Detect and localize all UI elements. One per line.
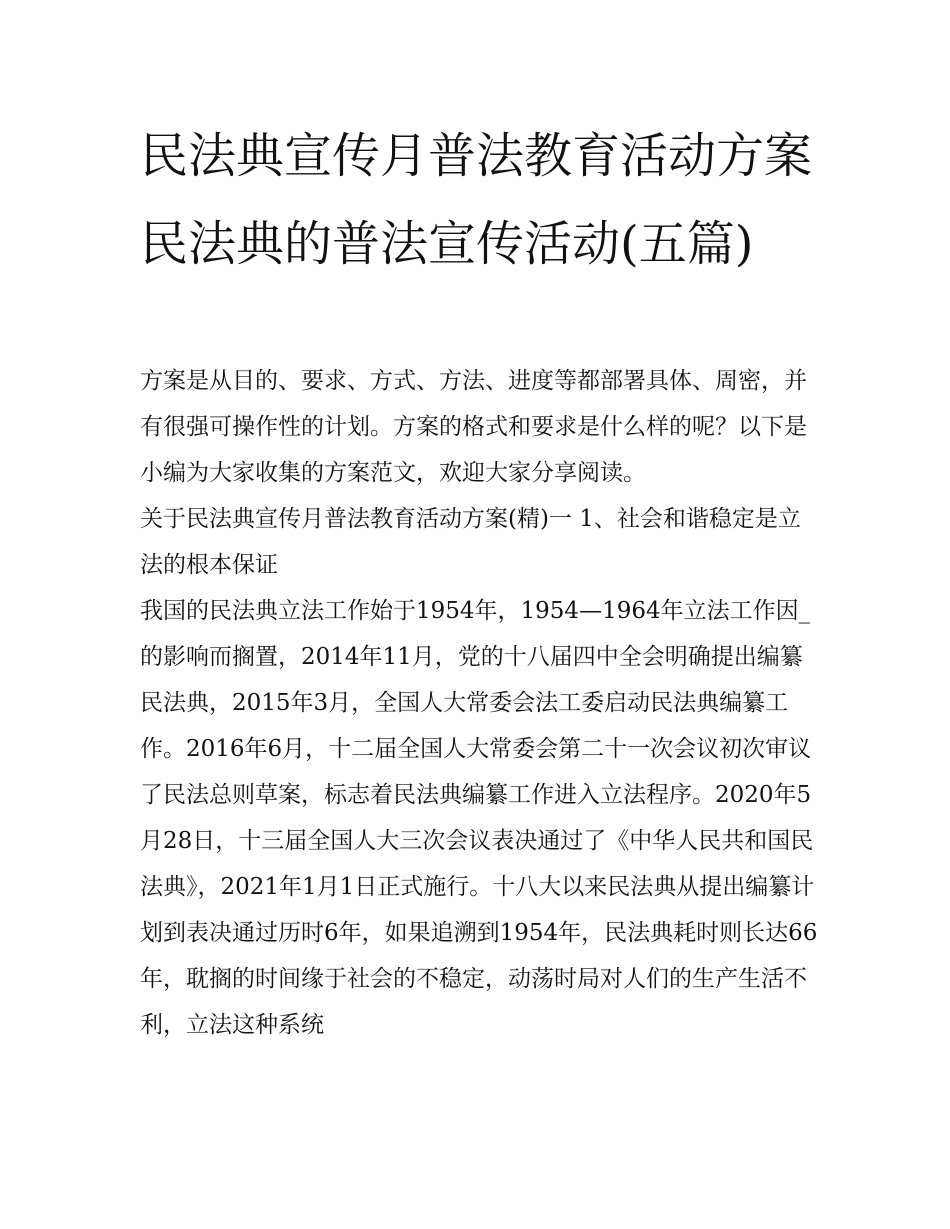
document-body bbox=[140, 358, 820, 1048]
intro-paragraph: 方案是从目的、要求、方式、方法、进度等都部署具体、周密，并有很强可操作性的计划。方案的格式和要求是什么样的呢？以下是小编为大家收集的方案范文，欢迎大家分享阅读。 bbox=[140, 368, 807, 486]
history-paragraph: 我国的民法典立法工作始于1954年，1954—1964年立法工作因_的影响而搁置，2014年11月，党的十八届四中全会明确提出编纂民法典，2015年3月，全国人大常委会法工委启动民法典编纂工作。2016年6月，十二届全国人大常委会第二十一次会议初次审议了民法总则草案，标志着民法典编纂工作进入立法程序。2020年5月28日，十三届全国人大三次会议表决通过了《中华人民共和国民法典》，2021年1月1日正式施行。十八大以来民法典从提出编纂计划到表决通过历时6年，如果追溯到1954年，民法典耗时则长达66年，耽搁的时间缘于社会的不稳定，动荡时局对人们的生产生活不利，立法这种系统 bbox=[140, 598, 818, 1038]
section-heading-paragraph: 关于民法典宣传月普法教育活动方案(精)一 1、社会和谐稳定是立法的根本保证 bbox=[140, 506, 801, 578]
document-title: 民法典宣传月普法教育活动方案 民法典的普法宣传活动(五篇) bbox=[140, 128, 813, 272]
